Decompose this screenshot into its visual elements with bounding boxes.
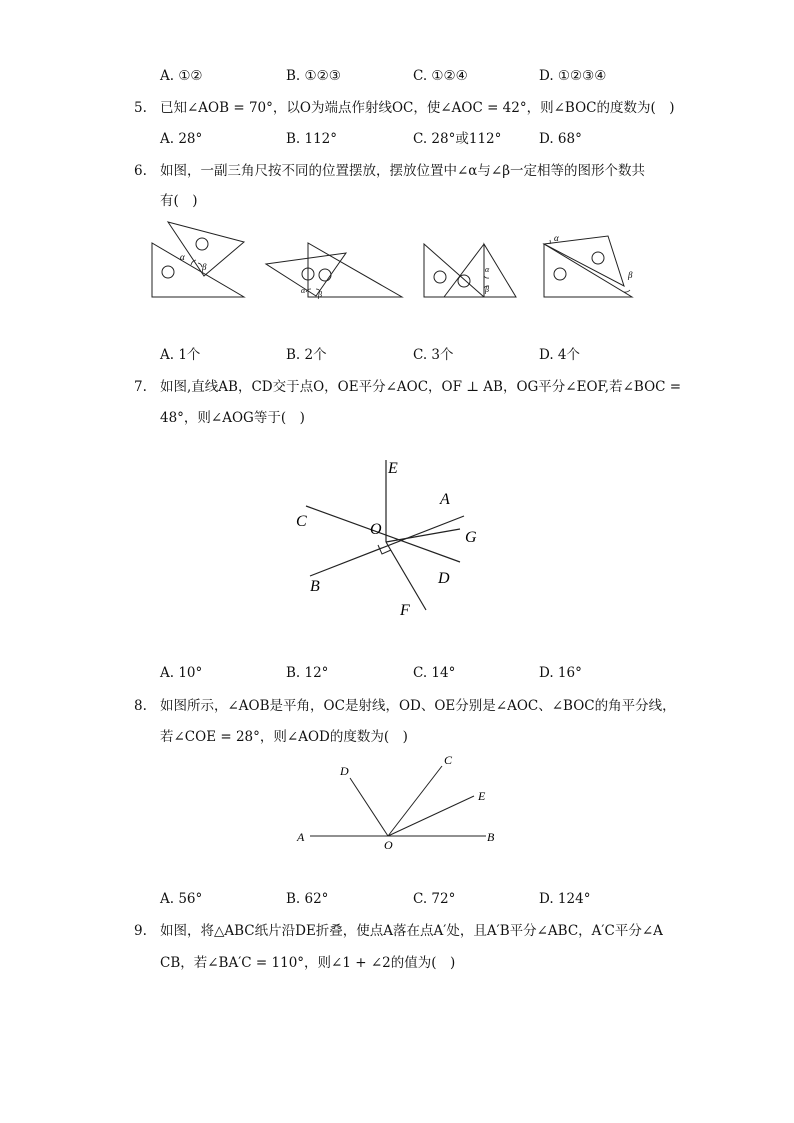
q4-option-d: D. ①②③④ [539,68,607,84]
q9-text-line1: 如图，将△ABC纸片沿DE折叠，使点A落在点A′处，且A′B平分∠ABC，A′C平分∠A [160,923,663,939]
q6-number: 6. [134,163,147,179]
q7-text-line2: 48°，则∠AOG等于( ) [160,410,305,426]
q7-label-b: B [310,578,320,595]
q5-option-a: A. 28° [160,131,203,147]
q4-option-a: A. ①② [160,68,203,84]
q6-fig3-beta-label: β [485,285,489,294]
q7-text-line1: 如图,直线AB，CD交于点O，OE平分∠AOC，OF ⊥ AB，OG平分∠EOF,若∠BOC = [160,379,682,395]
q6-fig4-alpha-label: α [554,233,559,243]
q6-figure-2 [264,240,404,300]
q6-text-line2: 有( ) [160,193,198,209]
q7-option-b: B. 12° [286,665,329,681]
q8-option-d: D. 124° [539,891,591,907]
q7-option-d: D. 16° [539,665,582,681]
q7-figure [290,450,490,630]
q8-label-a: A [297,830,305,844]
q8-text-line1: 如图所示，∠AOB是平角，OC是射线，OD、OE分别是∠AOC、∠BOC的角平分线， [160,698,676,714]
q8-label-c: C [444,753,453,767]
q8-number: 8. [134,698,147,714]
q8-option-a: A. 56° [160,891,203,907]
q6-fig2-beta-label: β [318,290,322,299]
q6-figure-4 [540,228,640,300]
q7-label-d: D [438,570,450,587]
q4-option-b: B. ①②③ [286,68,341,84]
q7-label-e: E [388,460,398,477]
q7-number: 7. [134,379,147,395]
q6-figure-1 [150,218,250,300]
q7-label-o: O [370,521,382,538]
q6-text-line1: 如图，一副三角尺按不同的位置摆放，摆放位置中∠α与∠β一定相等的图形个数共 [160,163,646,179]
q8-figure [290,750,510,855]
q8-label-e: E [478,789,486,803]
q7-option-c: C. 14° [413,665,456,681]
q6-option-d: D. 4个 [539,347,581,363]
q7-label-f: F [400,602,410,619]
q6-fig2-alpha-label: α [301,286,306,295]
q5-option-b: B. 112° [286,131,338,147]
q6-option-b: B. 2个 [286,347,327,363]
q4-option-c: C. ①②④ [413,68,468,84]
q8-label-d: D [340,764,349,778]
q6-fig1-alpha-label: α [180,252,185,262]
q9-text-line2: CB，若∠BA′C = 110°，则∠1 + ∠2的值为( ) [160,955,456,971]
q6-option-c: C. 3个 [413,347,454,363]
q8-option-c: C. 72° [413,891,456,907]
q6-figure-3 [422,240,518,300]
q9-number: 9. [134,923,147,939]
q6-fig4-beta-label: β [628,270,633,280]
q5-number: 5. [134,100,147,116]
q6-fig1-beta-label: β [202,262,207,272]
q5-option-c: C. 28°或112° [413,131,502,147]
q5-option-d: D. 68° [539,131,582,147]
q8-label-o: O [384,838,393,852]
q7-option-a: A. 10° [160,665,203,681]
q7-label-a: A [440,491,450,508]
q6-fig3-alpha-label: α [485,265,490,274]
q7-label-c: C [296,513,307,530]
q8-text-line2: 若∠COE = 28°，则∠AOD的度数为( ) [160,729,408,745]
q8-option-b: B. 62° [286,891,329,907]
q8-label-b: B [487,830,495,844]
q7-label-g: G [465,529,477,546]
q6-option-a: A. 1个 [160,347,201,363]
q5-text: 已知∠AOB = 70°，以O为端点作射线OC，使∠AOC = 42°，则∠BOC的度数为( ) [160,100,675,116]
